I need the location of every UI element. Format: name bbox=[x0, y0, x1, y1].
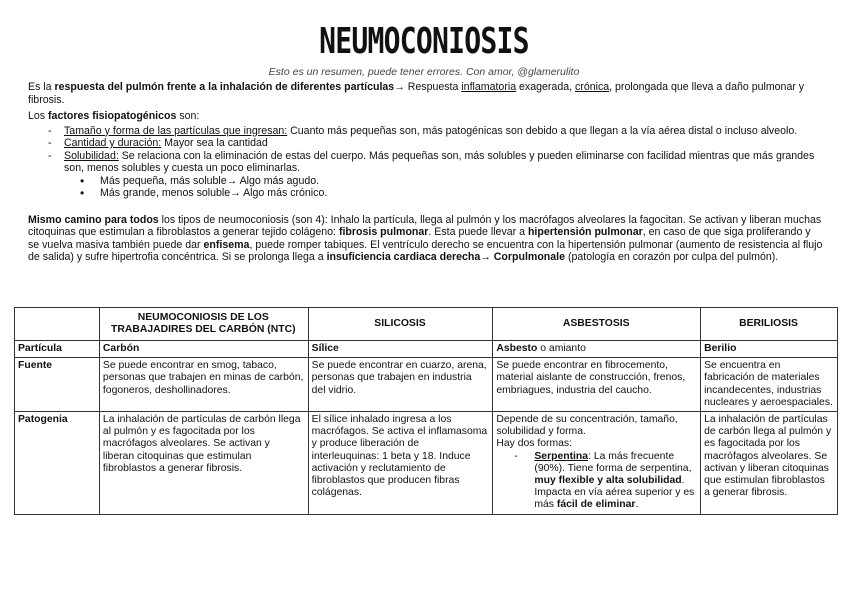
factores-list bbox=[28, 125, 823, 175]
cell: La inhalación de partículas de carbón llega al pulmón y es fagocitada por los macrófagos alveolares. Se activan y liberan citoquinas que estimulan fibroblastos a generar fibrosis. bbox=[701, 412, 838, 515]
camino-paragraph: Mismo camino para todos los tipos de neumoconiosis (son 4): Inhalo la partícula, llega al pulmón y los macrófagos alveolares la fagocitan. Se activan y liberan muchas citoquinas que estimulan a fibroblastos a generar tejido colágeno: fibrosis pulmonar. Esta puede llevar a hipertensión pulmonar, en caso de que siga proliferando y se vuelva masiva también puede dar enfisema, puede romper tabiques. El ventrículo derecho se encuentra con la hipertensión pulmonar (aumento de resistencia al flujo de salida) y sufre hipertrofia concéntrica. Si se prolonga llega a insuficiencia cardiaca derecha→ Corpulmonale (patología en corazón por culpa del pulmón). bbox=[28, 213, 823, 263]
cell: Asbesto o amianto bbox=[493, 341, 701, 358]
row-label-particula: Partícula bbox=[15, 341, 100, 358]
page-subtitle: Esto es un resumen, puede tener errores. Con amor, @glamerulito bbox=[268, 66, 580, 78]
list-item: - Serpentina: La más frecuente (90%). Tiene forma de serpentina, muy flexible y alta solubilidad. Impacta en vía aérea superior y es más fácil de eliminar. bbox=[514, 451, 696, 512]
page-title: NEUMOCONIOSIS bbox=[319, 21, 529, 62]
header-silicosis: SILICOSIS bbox=[308, 308, 493, 341]
intro-paragraph: Es la respuesta del pulmón frente a la inhalación de diferentes partículas→ Respuesta inflamatoria exagerada, crónica, prolongada que lleva a daño pulmonar y fibrosis. bbox=[28, 81, 805, 106]
table-header-row bbox=[15, 308, 838, 341]
comparison-table bbox=[14, 307, 838, 515]
cell: Se puede encontrar en cuarzo, arena, personas que trabajen en industria del vidrio. bbox=[308, 358, 493, 412]
cell: Sílice bbox=[308, 341, 493, 358]
row-label-fuente: Fuente bbox=[15, 358, 100, 412]
list-item: • Más grande, menos soluble→ Algo más crónico. bbox=[80, 187, 823, 200]
table-row bbox=[15, 412, 838, 515]
list-item: - Solubilidad: Se relaciona con la eliminación de estas del cuerpo. Más pequeñas son, más solubles y pueden eliminarse con facilidad mientras que más grandes son, menos solubles y cuesta un poco eliminarlas. bbox=[48, 150, 823, 175]
document-body bbox=[28, 81, 823, 264]
cell: La inhalación de partículas de carbón llega al pulmón y es fagocitada por los macrófagos alveolares. Se activan y liberan citoquinas que estimulan fibroblastos a generar fibrosis. bbox=[99, 412, 308, 515]
header-ntc: NEUMOCONIOSIS DE LOS TRABAJADIRES DEL CARBÓN (NTC) bbox=[99, 308, 308, 341]
table-row bbox=[15, 358, 838, 412]
factores-heading: Los factores fisiopatogénicos son: bbox=[28, 110, 200, 122]
list-item: • Más pequeña, más soluble→ Algo más agudo. bbox=[80, 175, 823, 188]
cell: Se encuentra en fabricación de materiales incandecentes, industrias nucleares y aeroespaciales. bbox=[701, 358, 838, 412]
list-item: - Tamaño y forma de las partículas que ingresan: Cuanto más pequeñas son, más patogénicas son debido a que llegan a la vía aérea distal o incluso alveolo. bbox=[48, 125, 823, 138]
cell: Se puede encontrar en fibrocemento, material aislante de construcción, frenos, embriagues, industria del caucho. bbox=[493, 358, 701, 412]
asbestosis-formas-list bbox=[496, 451, 696, 512]
cell: Depende de su concentración, tamaño, solubilidad y forma. Hay dos formas: - Serpentina: La más frecuente (90%). Tiene forma de serpentina, muy flexible y alta solubilidad. Impacta en vía aérea superior y es más fácil de eliminar. bbox=[493, 412, 701, 515]
header-empty bbox=[15, 308, 100, 341]
cell: Berilio bbox=[701, 341, 838, 358]
header-beriliosis: BERILIOSIS bbox=[701, 308, 838, 341]
solubilidad-bullets bbox=[28, 175, 823, 200]
cell: Carbón bbox=[99, 341, 308, 358]
list-item: - Cantidad y duración: Mayor sea la cantidad bbox=[48, 137, 823, 150]
row-label-patogenia: Patogenia bbox=[15, 412, 100, 515]
table-row bbox=[15, 341, 838, 358]
cell: Se puede encontrar en smog, tabaco, personas que trabajen en minas de carbón, fogoneros, deshollinadores. bbox=[99, 358, 308, 412]
cell: El sílice inhalado ingresa a los macrófagos. Se activa el inflamasoma y produce liberación de interleuquinas: 1 beta y 18. Induce activación y reclutamiento de fibroblastos que producen fibras colágenas. bbox=[308, 412, 493, 515]
header-asbestosis: ASBESTOSIS bbox=[493, 308, 701, 341]
